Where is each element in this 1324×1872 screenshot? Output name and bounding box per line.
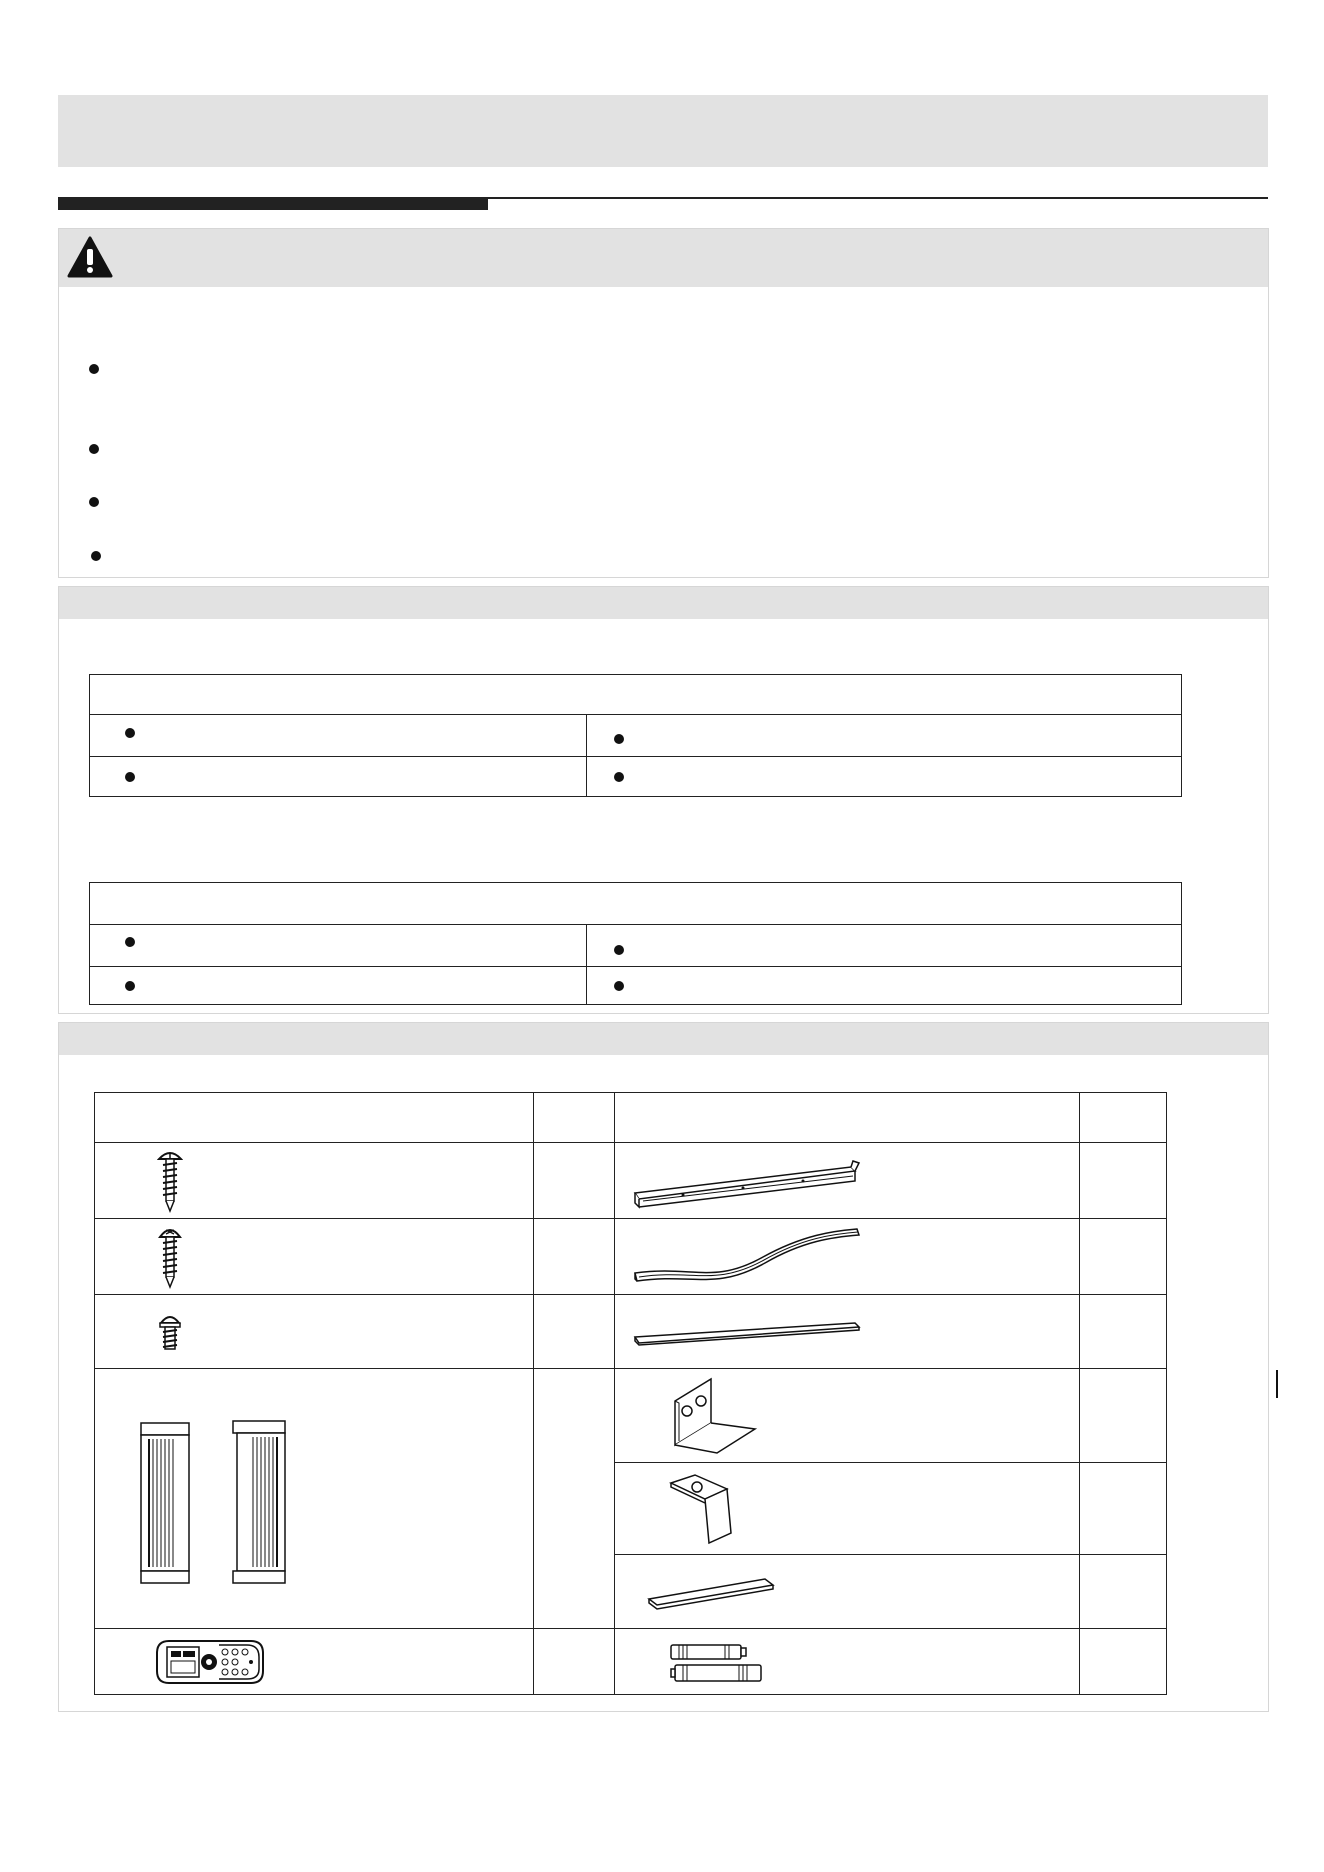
warning-triangle-icon [67,236,113,278]
parts-item-left [95,1295,534,1369]
section-3-header [59,1023,1268,1055]
bullet-dot [614,945,624,955]
bullet-dot [89,364,99,374]
section-rule-thin [488,197,1268,199]
remote-control-icon [155,1637,265,1687]
angle-bracket-icon [667,1375,763,1455]
l-bracket-icon [665,1471,745,1545]
table-1-cell [90,757,587,797]
mounting-rail-icon [633,1159,863,1209]
table-1-cell [587,757,1182,797]
requirements-table-1 [89,674,1182,797]
flat-strip-icon [633,1317,863,1347]
parts-qty [534,1629,615,1695]
table-2-header [90,883,1182,925]
table-2-cell [90,967,587,1005]
section-rule-thick [58,197,488,210]
bullet-dot [125,981,135,991]
parts-qty [1080,1555,1167,1629]
bullet-dot [125,728,135,738]
bullet-dot [614,734,624,744]
parts-qty [1080,1219,1167,1295]
bullet-dot [89,497,99,507]
bullet-dot [89,444,99,454]
table-2-cell [587,967,1182,1005]
table-2-cell [587,925,1182,967]
parts-qty [534,1295,615,1369]
bullet-dot [614,981,624,991]
parts-qty [1080,1143,1167,1219]
caution-box [58,228,1269,578]
window-slider-panels-icon [135,1419,315,1589]
parts-qty [534,1143,615,1219]
table-2-cell [90,925,587,967]
parts-header-qty-right [1080,1093,1167,1143]
section-2-header [59,587,1268,619]
bullet-dot [614,772,624,782]
table-1-cell [587,715,1182,757]
parts-item-left [95,1219,534,1295]
caution-header [59,229,1268,287]
short-bolt-icon [159,1313,181,1353]
parts-qty [1080,1629,1167,1695]
parts-header-qty-left [534,1093,615,1143]
title-band [58,95,1268,167]
parts-item-left [95,1369,534,1629]
parts-item-right [615,1143,1080,1219]
parts-header-name-right [615,1093,1080,1143]
parts-qty [534,1369,615,1629]
pan-head-screw-icon [157,1225,183,1289]
parts-item-right [615,1629,1080,1695]
parts-item-right [615,1555,1080,1629]
parts-qty [1080,1295,1167,1369]
table-1-cell [90,715,587,757]
parts-item-right [615,1295,1080,1369]
requirements-table-2 [89,882,1182,1005]
bullet-dot [125,772,135,782]
bullet-dot [91,551,101,561]
parts-item-left [95,1629,534,1695]
parts-table [94,1092,1167,1695]
parts-qty [1080,1463,1167,1555]
parts-header-name-left [95,1093,534,1143]
parts-item-left [95,1143,534,1219]
parts-item-right [615,1369,1080,1463]
parts-qty [1080,1369,1167,1463]
batteries-icon [669,1641,769,1687]
flat-plate-icon [647,1575,777,1611]
foam-seal-strip-icon [633,1223,863,1289]
edge-mark [1276,1370,1278,1398]
bullet-dot [125,937,135,947]
table-1-header [90,675,1182,715]
parts-item-right [615,1219,1080,1295]
round-head-screw-icon [157,1149,183,1213]
parts-item-right [615,1463,1080,1555]
parts-qty [534,1219,615,1295]
